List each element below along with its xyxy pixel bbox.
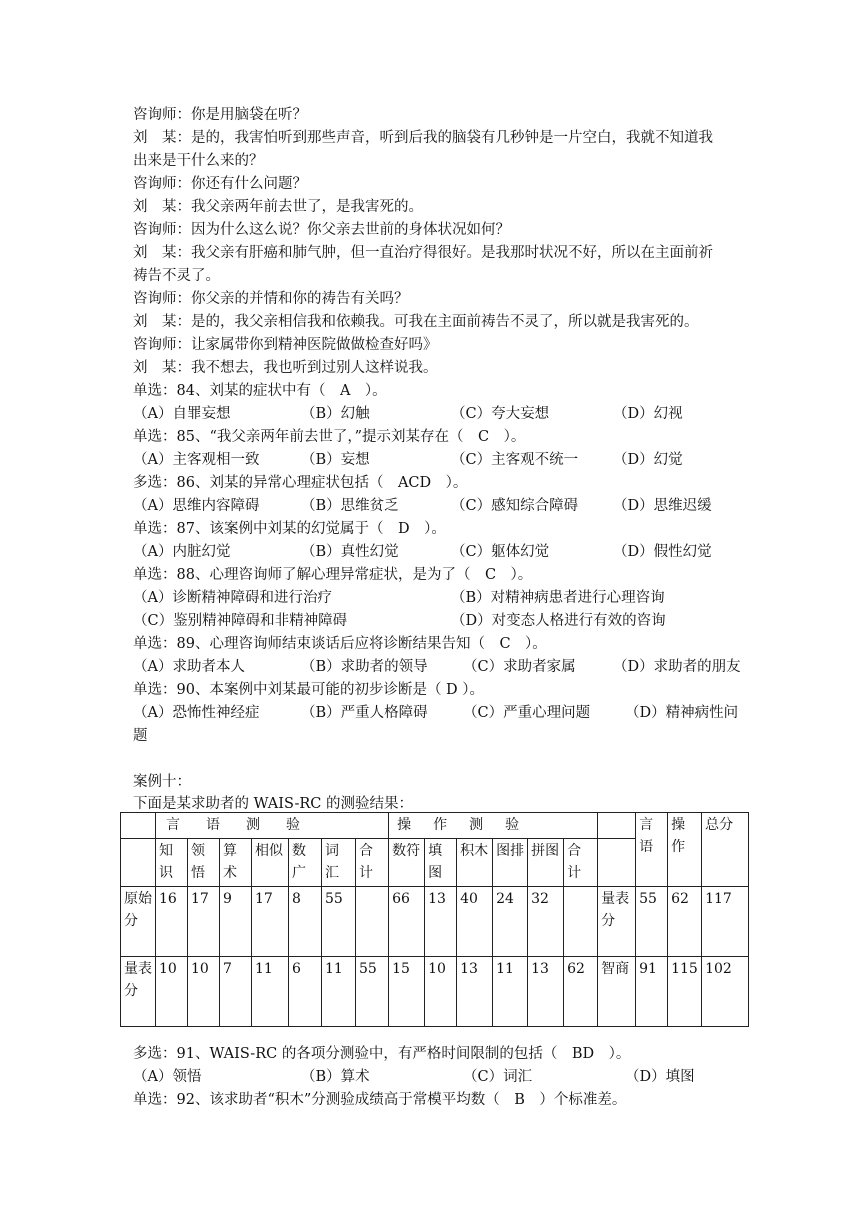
option-d: （D）对变态人格进行有效的咨询	[451, 613, 666, 629]
score-cell: 55	[322, 887, 356, 957]
score-cell: 10	[425, 957, 457, 1027]
verbal-score: 55	[636, 887, 668, 957]
performance-score: 62	[668, 887, 702, 957]
question-87-stem: 单选：87、该案例中刘某的幻觉属于（ D ）。	[133, 521, 446, 537]
dialogue-line: 咨询师：你父亲的并情和你的祷告有关吗？	[133, 291, 409, 307]
question-89-stem: 单选：89、心理咨询师结束谈话后应将诊断结果告知（ C ）。	[133, 636, 547, 652]
option-c: （C）主客观不统一	[451, 452, 579, 468]
question-85-stem: 单选：85、“我父亲两年前去世了，”提示刘某存在（ C ）。	[133, 429, 526, 445]
option-a: （A）内脏幻觉	[133, 544, 231, 560]
option-b: （B）求助者的领导	[301, 659, 428, 675]
subtest-header: 词汇	[322, 839, 356, 887]
total-header: 总分	[702, 813, 749, 887]
dialogue-line: 刘 某：我不想去，我也听到过别人这样说我。	[133, 360, 438, 376]
score-cell: 11	[322, 957, 356, 1027]
subtest-header: 数符	[389, 839, 425, 887]
subtest-header: 合计	[564, 839, 598, 887]
dialogue-line: 刘 某：是的，我害怕听到那些声音，听到后我的脑袋有几秒钟是一片空白，我就不知道我	[133, 130, 713, 146]
dialogue-line: 咨询师：你是用脑袋在听？	[133, 107, 307, 123]
option-b: （B）对精神病患者进行心理咨询	[451, 590, 665, 606]
score-cell: 66	[389, 887, 425, 957]
subtest-header: 图排	[493, 839, 528, 887]
score-cell: 10	[188, 957, 220, 1027]
verbal-tests-header: 言语测验	[156, 813, 389, 839]
score-cell: 17	[188, 887, 220, 957]
question-91-stem: 多选：91、WAIS-RC 的各项分测验中，有严格时间限制的包括（ BD ）。	[133, 1046, 631, 1062]
score-cell: 55	[356, 957, 389, 1027]
score-cell: 8	[289, 887, 322, 957]
score-cell	[564, 887, 598, 957]
score-cell: 13	[528, 957, 564, 1027]
option-a: （A）诊断精神障碍和进行治疗	[133, 590, 332, 606]
wais-rc-score-table	[120, 812, 749, 1027]
subtest-header: 数广	[289, 839, 322, 887]
score-cell	[356, 887, 389, 957]
question-86-stem: 多选：86、刘某的异常心理症状包括（ ACD ）。	[133, 475, 468, 491]
score-cell: 40	[457, 887, 493, 957]
score-cell: 62	[564, 957, 598, 1027]
option-a: （A）自罪妄想	[133, 406, 231, 422]
option-b: （B）真性幻觉	[301, 544, 399, 560]
verbal-iq-header: 言语	[636, 813, 668, 887]
question-84-stem: 单选：84、刘某的症状中有（ A ）。	[133, 383, 387, 399]
subtest-header: 领悟	[188, 839, 220, 887]
option-c: （C）词汇	[463, 1069, 533, 1085]
table-cell	[598, 839, 636, 887]
option-a: （A）求助者本人	[133, 659, 245, 675]
subtest-header: 积木	[457, 839, 493, 887]
question-88-stem: 单选：88、心理咨询师了解心理异常症状，是为了（ C ）。	[133, 567, 533, 583]
dialogue-line: 出来是干什么来的？	[133, 153, 264, 169]
score-cell: 9	[220, 887, 252, 957]
question-92-stem: 单选：92、该求助者“积木”分测验成绩高于常模平均数（ B ）个标准差。	[133, 1092, 627, 1108]
score-cell: 24	[493, 887, 528, 957]
table-cell	[121, 813, 156, 839]
table-cell	[121, 839, 156, 887]
option-c: （C）感知综合障碍	[451, 498, 579, 514]
option-d: （D）填图	[625, 1069, 695, 1085]
score-cell: 16	[156, 887, 188, 957]
option-b: （B）严重人格障碍	[301, 705, 428, 721]
score-cell: 6	[289, 957, 322, 1027]
subtest-header: 拼图	[528, 839, 564, 887]
option-b: （B）算术	[301, 1069, 370, 1085]
option-c: （C）求助者家属	[463, 659, 576, 675]
total-score: 117	[702, 887, 749, 957]
option-d: （D）精神病性问	[625, 705, 739, 721]
performance-iq-header: 操作	[668, 813, 702, 887]
option-a: （A）恐怖性神经症	[133, 705, 260, 721]
table-cell	[598, 813, 636, 839]
subtest-header: 填图	[425, 839, 457, 887]
score-cell: 32	[528, 887, 564, 957]
dialogue-line: 刘 某：我父亲两年前去世了，是我害死的。	[133, 199, 423, 215]
subtest-header: 算术	[220, 839, 252, 887]
dialogue-line: 刘 某：我父亲有肝癌和肺气肿，但一直治疗得很好。是我那时状况不好，所以在主面前祈	[133, 245, 713, 261]
option-c: （C）鉴别精神障碍和非精神障碍	[133, 613, 348, 629]
subtest-header: 相似	[252, 839, 289, 887]
option-c: （C）躯体幻觉	[451, 544, 550, 560]
option-b: （B）妄想	[301, 452, 370, 468]
table-row-scaled-score	[121, 957, 749, 1027]
score-cell: 7	[220, 957, 252, 1027]
case-intro: 下面是某求助者的 WAIS-RC 的测验结果：	[133, 796, 413, 812]
question-90-stem: 单选：90、本案例中刘某最可能的初步诊断是（ D ）。	[133, 682, 485, 698]
option-a: （A）思维内容障碍	[133, 498, 260, 514]
score-cell: 13	[425, 887, 457, 957]
option-d: （D）求助者的朋友	[613, 659, 741, 675]
row-label: 原始分	[121, 887, 156, 957]
option-c: （C）严重心理问题	[463, 705, 591, 721]
dialogue-line: 祷告不灵了。	[133, 268, 220, 284]
score-cell: 15	[389, 957, 425, 1027]
option-a: （A）领悟	[133, 1069, 202, 1085]
option-d: （D）幻觉	[613, 452, 683, 468]
subtest-header: 知识	[156, 839, 188, 887]
subtest-header: 合计	[356, 839, 389, 887]
dialogue-line: 刘 某：是的，我父亲相信我和依赖我。可我在主面前祷告不灵了，所以就是我害死的。	[133, 314, 699, 330]
dialogue-line: 咨询师：因为什么这么说？你父亲去世前的身体状况如何？	[133, 222, 510, 238]
option-c: （C）夸大妄想	[451, 406, 550, 422]
option-d: （D）幻视	[613, 406, 683, 422]
option-a: （A）主客观相一致	[133, 452, 260, 468]
case-title: 案例十：	[133, 774, 191, 790]
option-d: （D）假性幻觉	[613, 544, 712, 560]
score-cell: 11	[252, 957, 289, 1027]
dialogue-line: 咨询师：你还有什么问题？	[133, 176, 307, 192]
table-row-raw-score	[121, 887, 749, 957]
verbal-iq: 91	[636, 957, 668, 1027]
question-90-wrap: 题	[133, 728, 148, 744]
performance-iq: 115	[668, 957, 702, 1027]
row-label: 量表分	[121, 957, 156, 1027]
score-cell: 10	[156, 957, 188, 1027]
option-b: （B）思维贫乏	[301, 498, 399, 514]
option-d: （D）思维迟缓	[613, 498, 712, 514]
dialogue-line: 咨询师：让家属带你到精神医院做做检查好吗》	[133, 337, 438, 353]
option-b: （B）幻触	[301, 406, 370, 422]
row-mid-label: 量表分	[598, 887, 636, 957]
score-cell: 13	[457, 957, 493, 1027]
row-mid-label: 智商	[598, 957, 636, 1027]
full-scale-iq: 102	[702, 957, 749, 1027]
table-header-group-row	[121, 813, 749, 839]
score-cell: 11	[493, 957, 528, 1027]
score-cell: 17	[252, 887, 289, 957]
performance-tests-header: 操作测验	[389, 813, 598, 839]
